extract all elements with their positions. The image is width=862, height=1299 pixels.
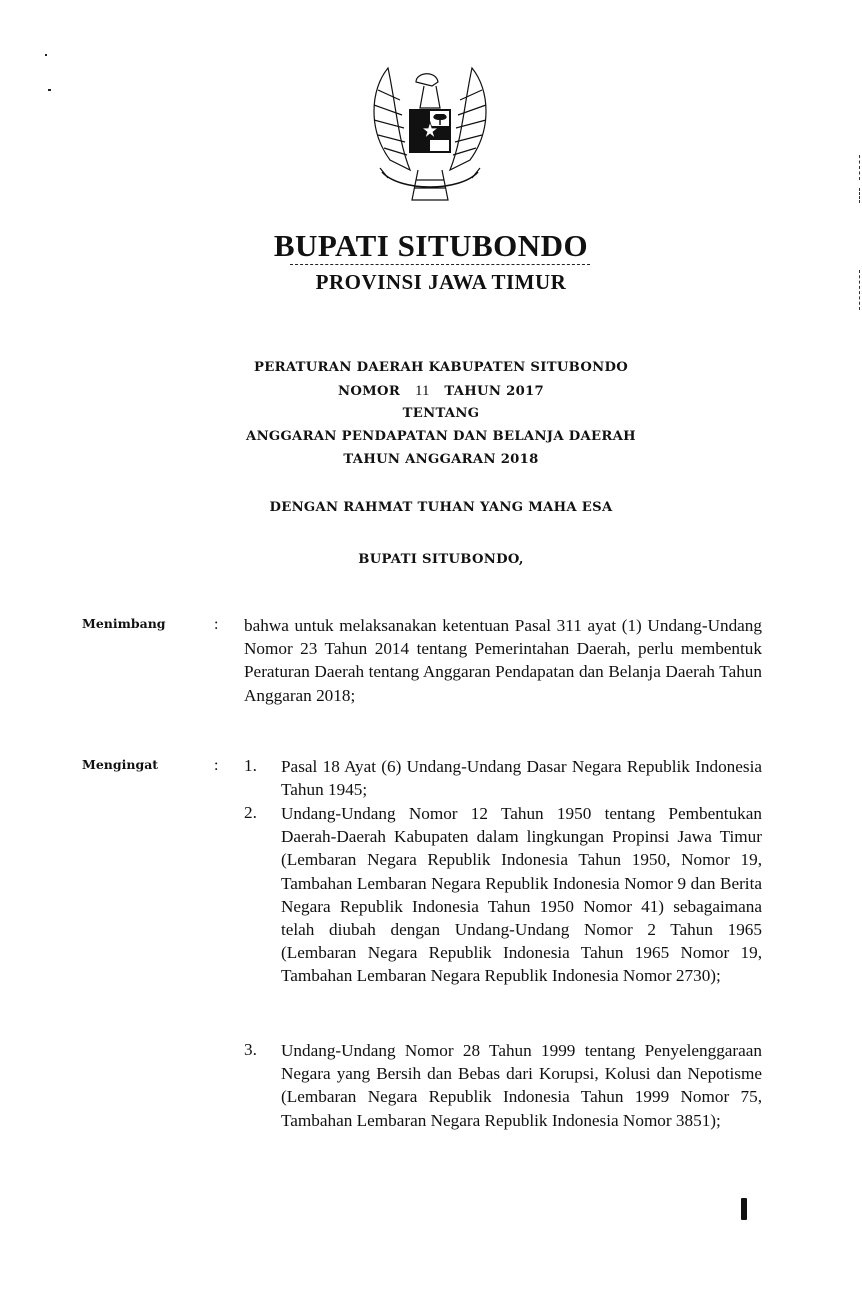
regulation-subject: ANGGARAN PENDAPATAN DAN BELANJA DAERAH (246, 429, 636, 444)
list-item: Undang-Undang Nomor 12 Tahun 1950 tentang Pembentukan Daerah-Daerah Kabupaten dalam lingkungan Propinsi Jawa Timur (Lembaran Negara Republik Indonesia Tahun 1950, Nomor 19, Tambahan Lembaran Negara Republik Indonesia Nomor 9 dan Berita Negara Republik Indonesia Tahun 1950 Nomor 41) sebagaimana telah diubah dengan Undang-Undang Nomor 2 Tahun 1965 (Lembaran Negara Republik Indonesia Tahun 1965 Nomor 19, Tambahan Lembaran Negara Republik Indonesia Nomor 2730); (281, 804, 762, 986)
nomor-value: 11 (415, 383, 430, 399)
letterhead-divider (290, 264, 590, 265)
regulation-year: TAHUN 2017 (444, 384, 544, 399)
letterhead-subtitle: PROVINSI JAWA TIMUR (315, 270, 567, 294)
mengingat-label: Mengingat (82, 757, 159, 772)
initial-mark (741, 1198, 747, 1220)
list-item-number: 2. (244, 803, 257, 822)
regulation-number (0, 383, 862, 400)
menimbang-colon: : (214, 616, 219, 633)
menimbang-label: Menimbang (82, 616, 166, 631)
issuer: BUPATI SITUBONDO, (358, 552, 524, 567)
scan-speck (45, 54, 47, 56)
mengingat-colon: : (214, 757, 219, 774)
regulation-type: PERATURAN DAERAH KABUPATEN SITUBONDO (254, 360, 628, 375)
nomor-label: NOMOR (338, 384, 401, 399)
fiscal-year: TAHUN ANGGARAN 2018 (343, 452, 539, 467)
list-item-number: 3. (244, 1040, 257, 1059)
tentang-label: TENTANG (402, 406, 480, 421)
scan-edge-mark (859, 188, 860, 203)
invocation: DENGAN RAHMAT TUHAN YANG MAHA ESA (269, 500, 613, 515)
scan-edge-mark (859, 155, 860, 180)
scan-speck (48, 89, 51, 91)
menimbang-text: bahwa untuk melaksanakan ketentuan Pasal 311 ayat (1) Undang-Undang Nomor 23 Tahun 2014 tentang Pemerintahan Daerah, perlu membentuk Peraturan Daerah tentang Anggaran Pendapatan dan Belanja Daerah Tahun Anggaran 2018; (244, 616, 762, 705)
list-item: Pasal 18 Ayat (6) Undang-Undang Dasar Negara Republik Indonesia Tahun 1945; (281, 757, 762, 800)
list-item: Undang-Undang Nomor 28 Tahun 1999 tentang Penyelenggaraan Negara yang Bersih dan Bebas dari Korupsi, Kolusi dan Nepotisme (Lembaran Negara Republik Indonesia Tahun 1999 Nomor 75, Tambahan Lembaran Negara Republik Indonesia Nomor 3851); (281, 1041, 762, 1130)
garuda-emblem-icon (360, 60, 500, 220)
scan-edge-mark (859, 270, 860, 310)
list-item-number: 1. (244, 756, 257, 775)
letterhead-title: BUPATI SITUBONDO (273, 228, 589, 263)
